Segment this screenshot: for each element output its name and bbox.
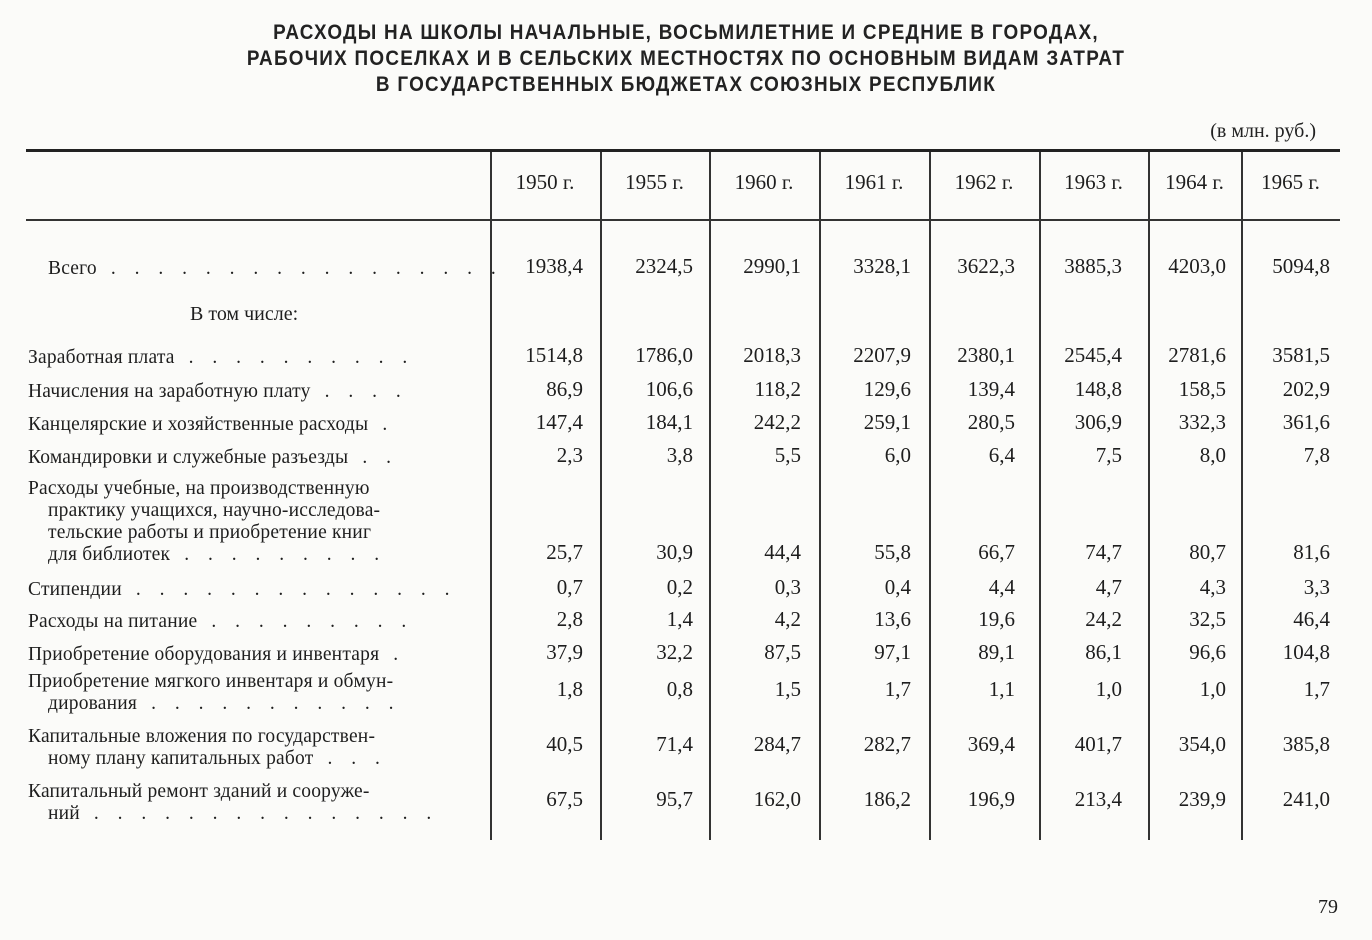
row-label: [28, 644, 405, 666]
table-cell: 2324,5: [635, 254, 693, 278]
table-cell: 2207,9: [853, 343, 911, 367]
table-cell: 8,0: [1199, 443, 1226, 467]
row-label-text: Стипендии: [28, 579, 122, 600]
table-cell: 129,6: [863, 377, 911, 401]
leader-dots: . . . . . . . . . . . . . . . . .: [110, 258, 503, 279]
table-cell: 3,3: [1303, 575, 1330, 599]
row-label: [28, 381, 408, 403]
leader-dots: .: [382, 414, 395, 435]
table-cell: 282,7: [863, 732, 911, 756]
table-cell: 104,8: [1282, 640, 1330, 664]
row-label-line: [28, 671, 400, 693]
row-label-line: [28, 693, 400, 715]
table-cell: 2990,1: [743, 254, 801, 278]
table-cell: 158,5: [1178, 377, 1226, 401]
table-top-rule: [26, 149, 1340, 152]
table-cell: 71,4: [656, 732, 693, 756]
row-label-text: Заработная плата: [28, 347, 175, 368]
column-divider: [600, 152, 602, 840]
row-label: [48, 258, 503, 280]
table-cell: 1,4: [666, 607, 693, 631]
table-cell: 0,2: [666, 575, 693, 599]
table-cell: 385,8: [1282, 732, 1330, 756]
leader-dots: . . . . . . . . . . . . . .: [135, 579, 457, 600]
leader-dots: . . .: [327, 748, 387, 769]
table-cell: 1,1: [988, 677, 1015, 701]
row-label-line: [28, 748, 387, 770]
row-label: [28, 478, 386, 566]
row-label-line: [28, 544, 386, 566]
table-cell: 3,8: [666, 443, 693, 467]
table-cell: 2545,4: [1064, 343, 1122, 367]
year-header: 1961 г.: [844, 170, 904, 194]
row-label-text: Начисления на заработную плату: [28, 381, 311, 402]
row-label-text: Приобретение мягкого инвентаря и обмун-: [28, 671, 394, 692]
table-cell: 6,0: [884, 443, 911, 467]
table-cell: 2380,1: [957, 343, 1015, 367]
table-title: [69, 20, 1304, 98]
table-cell: 401,7: [1074, 732, 1122, 756]
table-cell: 5,5: [774, 443, 801, 467]
table-cell: 4203,0: [1168, 254, 1226, 278]
table-cell: 361,6: [1282, 410, 1330, 434]
table-cell: 1514,8: [525, 343, 583, 367]
table-cell: 87,5: [764, 640, 801, 664]
row-label-text: практику учащихся, научно-исследова-: [48, 500, 381, 521]
row-label-text: Приобретение оборудования и инвентаря: [28, 644, 380, 665]
table-cell: 4,3: [1199, 575, 1226, 599]
table-cell: 1,7: [1303, 677, 1330, 701]
leader-dots: . . . .: [324, 381, 408, 402]
year-header: 1964 г.: [1165, 170, 1224, 194]
table-cell: 30,9: [656, 540, 693, 564]
row-label-line: [28, 611, 413, 633]
table-cell: 1,0: [1199, 677, 1226, 701]
leader-dots: . . . . . . . . . . .: [151, 693, 401, 714]
table-cell: 239,9: [1178, 787, 1226, 811]
table-cell: 86,9: [546, 377, 583, 401]
row-label: [28, 347, 414, 369]
table-cell: 0,3: [774, 575, 801, 599]
table-cell: 7,5: [1095, 443, 1122, 467]
table-cell: 7,8: [1303, 443, 1330, 467]
year-header: 1950 г.: [515, 170, 575, 194]
row-label-line: [28, 414, 394, 436]
leader-dots: .: [393, 644, 406, 665]
row-label-text: тельские работы и приобретение книг: [48, 522, 372, 543]
row-label-line: [28, 579, 456, 601]
table-cell: 46,4: [1293, 607, 1330, 631]
table-cell: 2781,6: [1168, 343, 1226, 367]
leader-dots: . . . . . . . . .: [184, 544, 387, 565]
table-cell: 3885,3: [1064, 254, 1122, 278]
table-cell: 95,7: [656, 787, 693, 811]
table-cell: 2018,3: [743, 343, 801, 367]
table-cell: 259,1: [863, 410, 911, 434]
table-cell: 86,1: [1085, 640, 1122, 664]
title-line: РАБОЧИХ ПОСЕЛКАХ И В СЕЛЬСКИХ МЕСТНОСТЯХ ПО ОСНОВНЫМ ВИДАМ ЗАТРАТ: [246, 47, 1126, 70]
table-cell: 186,2: [863, 787, 911, 811]
row-label-line: [28, 478, 386, 500]
year-header: 1965 г.: [1261, 170, 1320, 194]
row-label: [28, 726, 387, 770]
column-divider: [490, 152, 492, 840]
table-cell: 67,5: [546, 787, 583, 811]
table-cell: 118,2: [754, 377, 801, 401]
row-label-text: Командировки и служебные разъезды: [28, 447, 349, 468]
table-cell: 213,4: [1074, 787, 1122, 811]
table-cell: 369,4: [967, 732, 1015, 756]
table-cell: 55,8: [874, 540, 911, 564]
year-header: 1955 г.: [625, 170, 684, 194]
table-cell: 284,7: [753, 732, 801, 756]
table-cell: 0,7: [556, 575, 583, 599]
table-cell: 196,9: [967, 787, 1015, 811]
row-label-line: [28, 500, 386, 522]
page-number: 79: [1318, 896, 1338, 918]
table-cell: 19,6: [978, 607, 1015, 631]
table-cell: 32,2: [656, 640, 693, 664]
row-label-text: Канцелярские и хозяйственные расходы: [28, 414, 369, 435]
table-cell: 3622,3: [957, 254, 1015, 278]
table-cell: 97,1: [874, 640, 911, 664]
table-cell: 1786,0: [635, 343, 693, 367]
table-cell: 81,6: [1293, 540, 1330, 564]
row-label-line: [48, 258, 503, 280]
table-cell: 4,7: [1095, 575, 1122, 599]
table-cell: 96,6: [1189, 640, 1226, 664]
title-line: РАСХОДЫ НА ШКОЛЫ НАЧАЛЬНЫЕ, ВОСЬМИЛЕТНИЕ И СРЕДНИЕ В ГОРОДАХ,: [273, 21, 1099, 44]
table-cell: 139,4: [967, 377, 1015, 401]
table-cell: 1938,4: [525, 254, 583, 278]
table-cell: 6,4: [988, 443, 1015, 467]
table-cell: 1,0: [1095, 677, 1122, 701]
table-cell: 354,0: [1178, 732, 1226, 756]
table-cell: 106,6: [645, 377, 693, 401]
table-cell: 147,4: [535, 410, 583, 434]
table-cell: 3581,5: [1272, 343, 1330, 367]
table-cell: 0,8: [666, 677, 693, 701]
row-label-text: ний: [48, 803, 80, 824]
row-label-line: [28, 781, 438, 803]
table-cell: 13,6: [874, 607, 911, 631]
table-cell: 1,7: [884, 677, 911, 701]
table-cell: 332,3: [1178, 410, 1226, 434]
leader-dots: . . . . . . . . . .: [188, 347, 415, 368]
year-header: 1963 г.: [1064, 170, 1123, 194]
row-label-text: Расходы учебные, на производственную: [28, 478, 370, 499]
row-label-line: [28, 803, 438, 825]
table-cell: 24,2: [1085, 607, 1122, 631]
year-header: 1962 г.: [954, 170, 1014, 194]
row-label-text: Капитальные вложения по государствен-: [28, 726, 376, 747]
leader-dots: . . . . . . . . .: [211, 611, 414, 632]
table-cell: 241,0: [1282, 787, 1330, 811]
year-header: 1960 г.: [734, 170, 794, 194]
table-cell: 89,1: [978, 640, 1015, 664]
table-cell: 0,4: [884, 575, 911, 599]
leader-dots: . .: [362, 447, 398, 468]
row-label-text: дирования: [48, 693, 138, 714]
table-cell: 44,4: [764, 540, 801, 564]
row-label-line: [28, 644, 405, 666]
row-label: [28, 611, 413, 633]
table-cell: 5094,8: [1272, 254, 1330, 278]
row-label-text: ному плану капитальных работ: [48, 748, 314, 769]
table-cell: 25,7: [546, 540, 583, 564]
row-label-text: Всего: [48, 258, 97, 279]
row-label-line: [28, 522, 386, 544]
row-label-line: [28, 347, 414, 369]
leader-dots: . . . . . . . . . . . . . . .: [93, 803, 439, 824]
unit-note: (в млн. руб.): [1210, 120, 1316, 142]
header-bottom-rule: [26, 219, 1340, 221]
table-cell: 148,8: [1074, 377, 1122, 401]
row-label: [28, 671, 400, 715]
table-cell: 162,0: [753, 787, 801, 811]
row-label-text: Капитальный ремонт зданий и сооруже-: [28, 781, 370, 802]
table-cell: 2,8: [556, 607, 583, 631]
row-label-line: [28, 726, 387, 748]
table-cell: 37,9: [546, 640, 583, 664]
table-cell: 1,8: [556, 677, 583, 701]
table-cell: 66,7: [978, 540, 1015, 564]
table-cell: 40,5: [546, 732, 583, 756]
table-cell: 3328,1: [853, 254, 911, 278]
table-cell: 4,2: [774, 607, 801, 631]
row-label-text: Расходы на питание: [28, 611, 198, 632]
row-label-text: для библиотек: [48, 544, 171, 565]
title-line: В ГОСУДАРСТВЕННЫХ БЮДЖЕТАХ СОЮЗНЫХ РЕСПУБЛИК: [375, 73, 997, 96]
subheading: В том числе:: [190, 303, 299, 325]
row-label: [28, 579, 456, 601]
table-cell: 242,2: [753, 410, 801, 434]
row-label-line: [28, 447, 398, 469]
table-cell: 202,9: [1282, 377, 1330, 401]
table-cell: 32,5: [1189, 607, 1226, 631]
table-cell: 2,3: [556, 443, 583, 467]
table-cell: 80,7: [1189, 540, 1226, 564]
table-cell: 280,5: [967, 410, 1015, 434]
table-cell: 1,5: [774, 677, 801, 701]
table-cell: 4,4: [988, 575, 1015, 599]
row-label: [28, 447, 398, 469]
row-label-line: [28, 381, 408, 403]
row-label: [28, 781, 438, 825]
row-label: [28, 414, 394, 436]
table-cell: 306,9: [1074, 410, 1122, 434]
table-cell: 74,7: [1085, 540, 1122, 564]
table-cell: 184,1: [645, 410, 693, 434]
